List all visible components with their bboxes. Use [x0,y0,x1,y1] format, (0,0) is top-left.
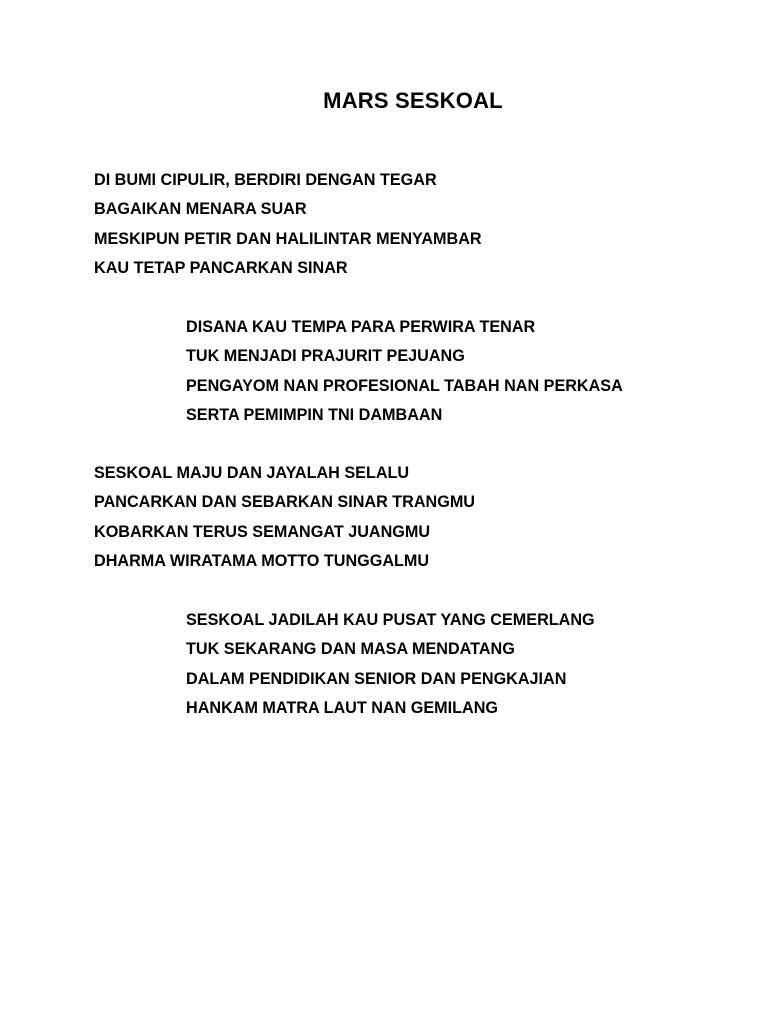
song-title: MARS SESKOAL [323,88,503,113]
stanza-2 [186,313,623,431]
lyric-line: SESKOAL MAJU DAN JAYALAH SELALU [94,464,410,482]
lyric-line: BAGAIKAN MENARA SUAR [94,200,307,219]
lyric-line: HANKAM MATRA LAUT NAN GEMILANG [186,699,499,718]
stanza-1 [94,166,482,284]
lyric-line: DHARMA WIRATAMA MOTTO TUNGGALMU [94,552,430,571]
stanza-4 [186,606,595,724]
lyric-line: MESKIPUN PETIR DAN HALILINTAR MENYAMBAR [94,229,482,248]
lyric-line: DALAM PENDIDIKAN SENIOR DAN PENGKAJIAN [186,669,567,688]
lyric-line: PANCARKAN DAN SEBARKAN SINAR TRANGMU [94,493,475,512]
lyric-line: KOBARKAN TERUS SEMANGAT JUANGMU [94,522,431,541]
stanza-3 [94,459,475,577]
lyric-line: TUK MENJADI PRAJURIT PEJUANG [186,347,465,366]
lyric-line: TUK SEKARANG DAN MASA MENDATANG [186,640,515,659]
lyric-line: PENGAYOM NAN PROFESIONAL TABAH NAN PERKASA [186,376,623,395]
lyric-line: SERTA PEMIMPIN TNI DAMBAAN [186,406,443,425]
lyric-line: SESKOAL JADILAH KAU PUSAT YANG CEMERLANG [186,611,595,629]
lyric-line: DISANA KAU TEMPA PARA PERWIRA TENAR [186,318,536,336]
lyric-line: KAU TETAP PANCARKAN SINAR [94,259,348,278]
lyric-line: DI BUMI CIPULIR, BERDIRI DENGAN TEGAR [94,171,437,189]
